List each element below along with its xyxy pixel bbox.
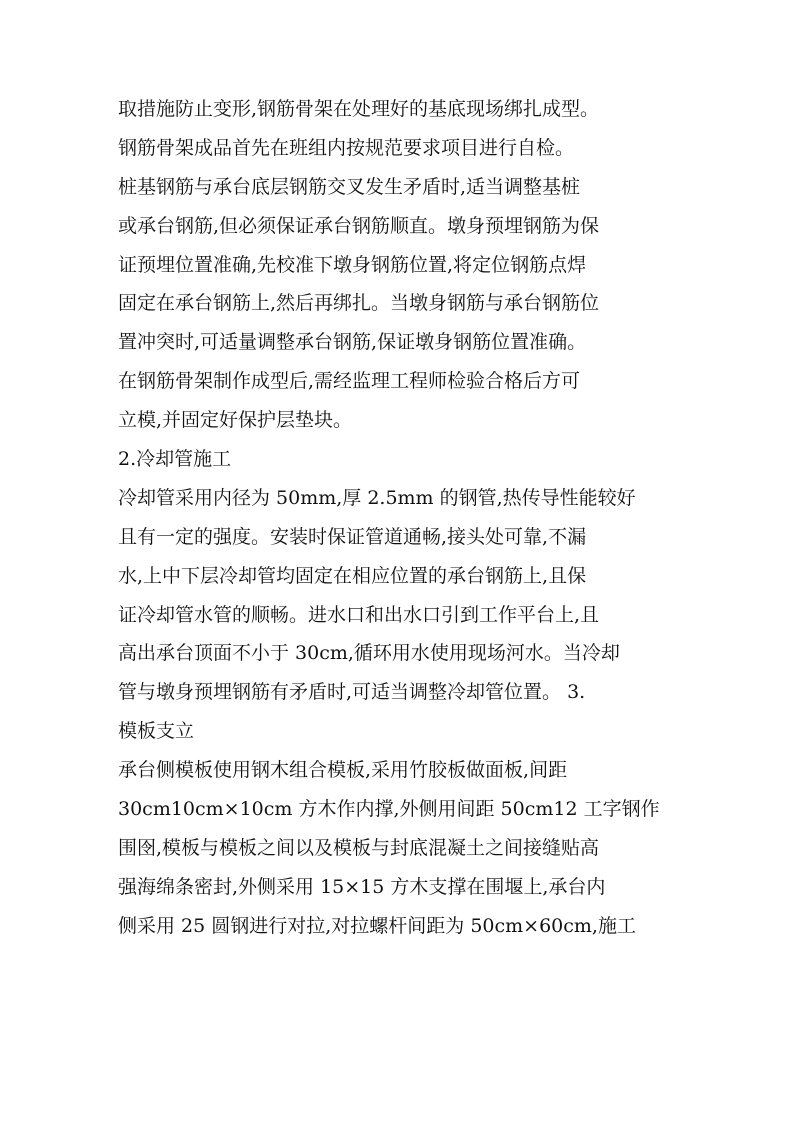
text-line: 且有一定的强度。安装时保证管道通畅,接头处可靠,不漏: [118, 525, 587, 548]
text-line: 证冷却管水管的顺畅。进水口和出水口引到工作平台上,且: [118, 603, 600, 626]
text-line: 承台侧模板使用钢木组合模板,采用竹胶板做面板,间距: [118, 759, 568, 782]
text-line: 管与墩身预埋钢筋有矛盾时,可适当调整冷却管位置。 3.: [118, 681, 586, 704]
text-line: 侧采用 25 圆钢进行对拉,对拉螺杆间距为 50cm×60cm,施工: [118, 914, 636, 937]
text-line: 在钢筋骨架制作成型后,需经监理工程师检验合格后方可: [118, 370, 581, 393]
section-heading: 模板支立: [118, 720, 195, 743]
text-line: 固定在承台钢筋上,然后再绑扎。当墩身钢筋与承台钢筋位: [118, 292, 600, 315]
text-line: 围囹,模板与模板之间以及模板与封底混凝土之间接缝贴高: [118, 836, 600, 859]
body-text: [118, 90, 688, 946]
text-line: 立模,并固定好保护层垫块。: [118, 409, 353, 432]
text-line: 冷却管采用内径为 50mm,厚 2.5mm 的钢管,热传导性能较好: [118, 486, 636, 509]
text-line: 证预埋位置准确,先校准下墩身钢筋位置,将定位钢筋点焊: [118, 253, 587, 276]
section-heading: 2.冷却管施工: [118, 448, 232, 471]
text-line: 高出承台顶面不小于 30cm,循环用水使用现场河水。当冷却: [118, 642, 620, 665]
text-line: 取措施防止变形,钢筋骨架在处理好的基底现场绑扎成型。: [118, 98, 600, 120]
text-line: 或承台钢筋,但必须保证承台钢筋顺直。墩身预埋钢筋为保: [118, 214, 600, 237]
text-line: 桩基钢筋与承台底层钢筋交叉发生矛盾时,适当调整基桩: [118, 175, 581, 198]
text-line: 30cm10cm×10cm 方木作内撑,外侧用间距 50cm12 工字钢作: [118, 798, 660, 821]
text-line: 强海绵条密封,外侧采用 15×15 方木支撑在围堰上,承台内: [118, 875, 606, 898]
text-line: 水,上中下层冷却管均固定在相应位置的承台钢筋上,且保: [118, 564, 587, 587]
text-line: 置冲突时,可适量调整承台钢筋,保证墩身钢筋位置准确。: [118, 331, 587, 354]
text-line: 钢筋骨架成品首先在班组内按规范要求项目进行自检。: [118, 136, 575, 159]
